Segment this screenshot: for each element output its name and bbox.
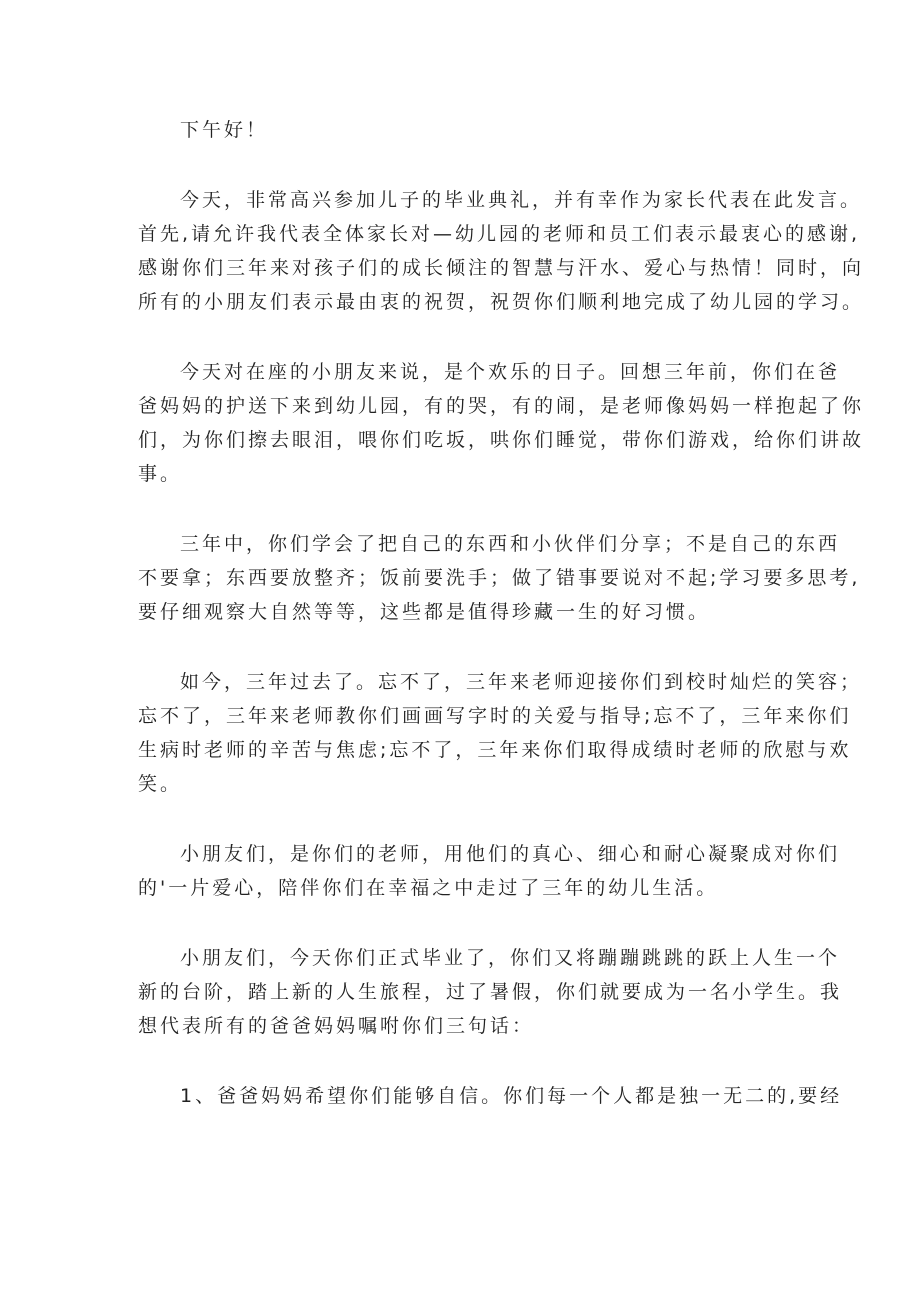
- paragraph-line: 1、爸爸妈妈希望你们能够自信。你们每一个人都是独一无二的,要经: [180, 1085, 843, 1107]
- paragraph-line: 要仔细观察大自然等等，这些都是值得珍藏一生的好习惯。: [138, 601, 711, 623]
- paragraph-3: [138, 527, 861, 629]
- paragraph-line: 不要拿；东西要放整齐；饭前要洗手；做了错事要说对不起;学习要多思考,: [138, 567, 861, 589]
- paragraph-line: 事。: [138, 463, 183, 485]
- paragraph-line: 今天对在座的小朋友来说，是个欢乐的日子。回想三年前，你们在爸: [180, 361, 841, 383]
- paragraph-line: 忘不了，三年来老师教你们画画写字时的关爱与指导;忘不了，三年来你们: [138, 705, 852, 727]
- paragraph-line: 小朋友们，今天你们正式毕业了，你们又将蹦蹦跳跳的跃上人生一个: [180, 947, 841, 969]
- greeting: 下午好！: [180, 119, 269, 141]
- speech-text: [138, 113, 865, 1113]
- paragraph-4: [138, 665, 863, 801]
- paragraph-line: 新的台阶，踏上新的人生旅程，过了暑假，你们就要成为一名小学生。我: [138, 981, 843, 1003]
- paragraph-line: 三年中，你们学会了把自己的东西和小伙伴们分享；不是自己的东西: [180, 533, 841, 555]
- paragraph-line: 如今，三年过去了。忘不了，三年来老师迎接你们到校时灿烂的笑容；: [180, 671, 863, 693]
- paragraph-line: 的'一片爱心，陪伴你们在幸福之中走过了三年的幼儿生活。: [138, 877, 719, 899]
- paragraph-1: [138, 183, 865, 319]
- paragraph-line: 小朋友们，是你们的老师，用他们的真心、细心和耐心凝聚成对你们: [180, 843, 841, 865]
- paragraph-5: [138, 837, 841, 905]
- paragraph-line: 所有的小朋友们表示最由衷的祝贺，祝贺你们顺利地完成了幼儿园的学习。: [138, 291, 865, 313]
- paragraph-line: 笑。: [138, 773, 183, 795]
- paragraph-7: [138, 1079, 843, 1113]
- paragraph-line: 生病时老师的辛苦与焦虑;忘不了，三年来你们取得成绩时老师的欣慰与欢: [138, 739, 852, 761]
- paragraph-line: 感谢你们三年来对孩子们的成长倾注的智慧与汗水、爱心与热情！同时，向: [138, 257, 865, 279]
- paragraph-line: 想代表所有的爸爸妈妈嘱咐你们三句话：: [138, 1015, 535, 1037]
- paragraph-2: [138, 355, 865, 491]
- paragraph-line: 今天，非常高兴参加儿子的毕业典礼，并有幸作为家长代表在此发言。: [180, 189, 863, 211]
- paragraph-line: 首先,请允许我代表全体家长对—幼儿园的老师和员工们表示最衷心的感谢,: [138, 223, 861, 245]
- paragraph-line: 爸妈妈的护送下来到幼儿园，有的哭，有的闹，是老师像妈妈一样抱起了你: [138, 395, 865, 417]
- paragraph-6: [138, 941, 843, 1043]
- paragraph-line: 们，为你们擦去眼泪，喂你们吃坂，哄你们睡觉，带你们游戏，给你们讲故: [138, 429, 865, 451]
